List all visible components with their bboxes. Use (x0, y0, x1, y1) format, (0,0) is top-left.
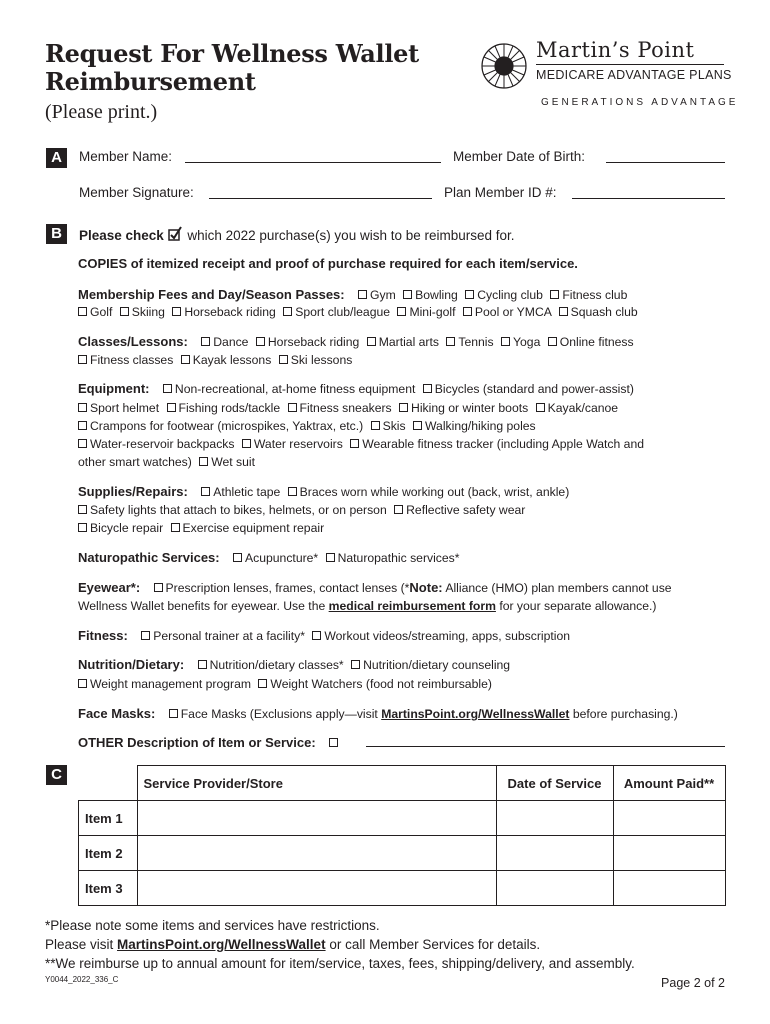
option-label: Sport helmet (90, 401, 160, 415)
other-line (78, 735, 341, 751)
option-label: Exercise equipment repair (182, 521, 325, 535)
page-subtitle: (Please print.) (45, 101, 158, 123)
checkbox[interactable] (163, 384, 172, 393)
amount-cell[interactable] (613, 801, 725, 836)
option-label: Athletic tape (213, 485, 281, 499)
checkbox[interactable] (256, 337, 265, 346)
row-label: Item 2 (79, 836, 138, 871)
option-label: Hiking or winter boots (411, 401, 529, 415)
checkbox[interactable] (358, 290, 367, 299)
checkbox[interactable] (394, 505, 403, 514)
checkbox[interactable] (279, 355, 288, 364)
other-header: OTHER Description of Item or Service: (78, 735, 316, 750)
check-instruction (79, 226, 515, 243)
membership-line-2 (78, 304, 638, 320)
checkbox[interactable] (78, 523, 87, 532)
equipment-line-3 (78, 418, 536, 434)
checkbox[interactable] (465, 290, 474, 299)
supplies-line-2 (78, 502, 525, 518)
footer-text: Please visit (45, 937, 118, 952)
copies-note: COPIES of itemized receipt and proof of purchase required for each item/service. (78, 256, 578, 271)
option-label: Nutrition/dietary classes* (209, 658, 344, 672)
option-label: Reflective safety wear (406, 503, 526, 517)
member-name-field[interactable] (185, 162, 441, 163)
checkbox[interactable] (312, 631, 321, 640)
checkbox[interactable] (329, 738, 338, 747)
date-cell[interactable] (496, 801, 613, 836)
option-label: Fitness club (562, 288, 628, 302)
martins-point-logo (478, 38, 739, 113)
eyewear-line-2 (78, 598, 657, 614)
equipment-header: Equipment: (78, 381, 150, 396)
table-header-row (79, 766, 726, 801)
row-label: Item 1 (79, 801, 138, 836)
checkbox[interactable] (78, 505, 87, 514)
classes-line-2 (78, 352, 352, 368)
option-label: Prescription lenses, frames, contact lenses (* (165, 581, 410, 595)
footer-text: or call Member Services for details. (325, 937, 541, 952)
supplies-line-1 (78, 484, 569, 500)
checkbox[interactable] (78, 355, 87, 364)
checkbox[interactable] (399, 403, 408, 412)
option-label: Bicycles (standard and power-assist) (434, 382, 634, 396)
checkbox[interactable] (120, 307, 129, 316)
footer-note-3: **We reimburse up to annual amount for item/service, taxes, fees, shipping/delivery, and assembly. (45, 956, 635, 971)
checkbox[interactable] (141, 631, 150, 640)
eyewear-note-bold: Note: (409, 580, 443, 595)
equipment-line-5 (78, 454, 255, 470)
checkbox[interactable] (288, 487, 297, 496)
amount-cell[interactable] (613, 871, 725, 906)
option-label: Braces worn while working out (back, wrist, ankle) (299, 485, 570, 499)
page-number: Page 2 of 2 (661, 976, 725, 990)
logo-tagline: GENERATIONS ADVANTAGE (541, 97, 739, 108)
checkbox[interactable] (283, 307, 292, 316)
checkbox[interactable] (199, 457, 208, 466)
checkbox[interactable] (78, 307, 87, 316)
option-label: Martial arts (378, 335, 439, 349)
option-label: Bicycle repair (90, 521, 164, 535)
option-label: Horseback riding (184, 305, 276, 319)
option-label: Yoga (513, 335, 541, 349)
option-label: Bowling (415, 288, 458, 302)
checkbox[interactable] (423, 384, 432, 393)
checkbox[interactable] (397, 307, 406, 316)
checkbox[interactable] (536, 403, 545, 412)
service-table (78, 765, 726, 906)
option-label: Acupuncture* (245, 551, 319, 565)
option-label: Mini-golf (409, 305, 456, 319)
col-date-header: Date of Service (496, 766, 613, 801)
checkbox[interactable] (78, 679, 87, 688)
masks-line (78, 706, 678, 722)
col-amount-header: Amount Paid** (613, 766, 725, 801)
equipment-line-2 (78, 400, 618, 416)
section-c-badge: C (46, 765, 67, 785)
option-label: Walking/hiking poles (425, 419, 536, 433)
option-label: Tennis (458, 335, 494, 349)
checkbox[interactable] (201, 487, 210, 496)
option-label: Personal trainer at a facility* (153, 629, 305, 643)
fitness-header: Fitness: (78, 628, 128, 643)
nutrition-header: Nutrition/Dietary: (78, 657, 185, 672)
title-line-2: Reimbursement (45, 67, 256, 96)
checkbox[interactable] (172, 307, 181, 316)
option-label: Fitness classes (90, 353, 174, 367)
checkbox[interactable] (78, 403, 87, 412)
option-label: other smart watches) (78, 455, 192, 469)
wellness-wallet-link[interactable]: MartinsPoint.org/WellnessWallet (381, 707, 570, 721)
option-label: Golf (90, 305, 113, 319)
option-label: Wet suit (211, 455, 255, 469)
checkbox[interactable] (446, 337, 455, 346)
date-cell[interactable] (496, 836, 613, 871)
option-label: Skiing (131, 305, 165, 319)
checkbox[interactable] (501, 337, 510, 346)
eyewear-header: Eyewear*: (78, 580, 141, 595)
option-label: Fitness sneakers (299, 401, 392, 415)
checkbox[interactable] (198, 660, 207, 669)
classes-header: Classes/Lessons: (78, 334, 188, 349)
option-label: Safety lights that attach to bikes, helmets, or on person (90, 503, 387, 517)
eyewear-text: for your separate allowance.) (495, 599, 657, 613)
masks-header: Face Masks: (78, 706, 156, 721)
checkbox[interactable] (403, 290, 412, 299)
eyewear-note: Alliance (HMO) plan members cannot use (442, 581, 672, 595)
option-label: Non-recreational, at-home fitness equipment (174, 382, 416, 396)
checkbox[interactable] (78, 421, 87, 430)
nutrition-line-2 (78, 676, 492, 692)
option-label: Face Masks (Exclusions apply—visit (180, 707, 382, 721)
option-label: Weight Watchers (food not reimbursable) (270, 677, 492, 691)
checkbox[interactable] (154, 583, 163, 592)
option-label: Horseback riding (267, 335, 360, 349)
checkbox[interactable] (258, 679, 267, 688)
option-label: Naturopathic services* (337, 551, 460, 565)
checkbox[interactable] (550, 290, 559, 299)
checkbox[interactable] (326, 553, 335, 562)
medical-reimbursement-form-link[interactable]: medical reimbursement form (328, 599, 496, 613)
classes-line-1 (78, 334, 634, 350)
option-label: Online fitness (559, 335, 634, 349)
option-label: Water-reservoir backpacks (90, 437, 235, 451)
eyewear-text: Wellness Wallet benefits for eyewear. Use the (78, 599, 329, 613)
option-label: Weight management program (90, 677, 252, 691)
logo-name: Martin’s Point (536, 38, 695, 62)
plan-member-id-label: Plan Member ID #: (444, 185, 557, 200)
checkbox[interactable] (559, 307, 568, 316)
option-label: Crampons for footwear (microspikes, Yaktrax, etc.) (90, 419, 364, 433)
member-dob-label: Member Date of Birth: (453, 149, 586, 164)
option-label: Dance (213, 335, 249, 349)
option-label: Ski lessons (290, 353, 353, 367)
option-label: before purchasing.) (569, 707, 678, 721)
checkbox[interactable] (201, 337, 210, 346)
equipment-line-4 (78, 436, 644, 452)
checkbox[interactable] (288, 403, 297, 412)
checkbox[interactable] (78, 439, 87, 448)
checkbox[interactable] (171, 523, 180, 532)
equipment-line-1 (78, 381, 634, 397)
option-label: Gym (370, 288, 396, 302)
table-row (79, 801, 726, 836)
option-label: Kayak/canoe (547, 401, 619, 415)
option-label: Water reservoirs (253, 437, 343, 451)
logo-subtitle: MEDICARE ADVANTAGE PLANS (536, 68, 732, 82)
checkbox[interactable] (242, 439, 251, 448)
plan-member-id-field[interactable] (572, 198, 725, 199)
row-label: Item 3 (79, 871, 138, 906)
wellness-wallet-footer-link[interactable]: MartinsPoint.org/WellnessWallet (117, 937, 326, 952)
eyewear-line-1 (78, 580, 672, 596)
checkbox[interactable] (167, 403, 176, 412)
instruction-bold: Please check (79, 228, 164, 243)
footer-note-2 (45, 937, 540, 952)
section-a-badge: A (46, 148, 67, 168)
section-b-badge: B (46, 224, 67, 244)
checkbox[interactable] (371, 421, 380, 430)
naturopathic-header: Naturopathic Services: (78, 550, 220, 565)
title-line-1: Request For Wellness Wallet (45, 39, 419, 68)
option-label: Wearable fitness tracker (including Apple Watch and (362, 437, 645, 451)
form-code: Y0044_2022_336_C (45, 975, 119, 984)
checkbox-checked-icon (168, 226, 184, 242)
checkbox[interactable] (181, 355, 190, 364)
checkbox[interactable] (413, 421, 422, 430)
provider-cell[interactable] (137, 836, 496, 871)
option-label: Fishing rods/tackle (178, 401, 281, 415)
member-dob-field[interactable] (606, 162, 725, 163)
option-label: Squash club (570, 305, 638, 319)
member-signature-label: Member Signature: (79, 185, 194, 200)
membership-header: Membership Fees and Day/Season Passes: (78, 287, 345, 302)
checkbox[interactable] (463, 307, 472, 316)
other-description-field[interactable] (366, 746, 725, 747)
date-cell[interactable] (496, 871, 613, 906)
provider-cell[interactable] (137, 801, 496, 836)
col-provider-header: Service Provider/Store (137, 766, 496, 801)
footer-note-1: *Please note some items and services have restrictions. (45, 918, 380, 933)
option-label: Skis (382, 419, 406, 433)
logo-divider (536, 64, 724, 65)
table-row (79, 871, 726, 906)
instruction-rest: which 2022 purchase(s) you wish to be reimbursed for. (187, 228, 515, 243)
option-label: Sport club/league (295, 305, 391, 319)
checkbox[interactable] (367, 337, 376, 346)
provider-cell[interactable] (137, 871, 496, 906)
checkbox[interactable] (350, 439, 359, 448)
page-title (45, 40, 465, 96)
fitness-line (78, 628, 570, 644)
option-label: Cycling club (477, 288, 543, 302)
checkbox[interactable] (351, 660, 360, 669)
membership-line-1 (78, 287, 627, 303)
supplies-header: Supplies/Repairs: (78, 484, 188, 499)
supplies-line-3 (78, 520, 324, 536)
amount-cell[interactable] (613, 836, 725, 871)
table-row (79, 836, 726, 871)
checkbox[interactable] (169, 709, 178, 718)
option-label: Pool or YMCA (474, 305, 552, 319)
member-name-label: Member Name: (79, 149, 173, 164)
option-label: Nutrition/dietary counseling (363, 658, 511, 672)
option-label: Kayak lessons (192, 353, 272, 367)
sunburst-logo-icon (478, 40, 530, 92)
option-label: Workout videos/streaming, apps, subscription (324, 629, 571, 643)
nutrition-line-1 (78, 657, 510, 673)
table-corner (79, 766, 138, 801)
checkbox[interactable] (548, 337, 557, 346)
member-signature-field[interactable] (209, 198, 432, 199)
checkbox[interactable] (233, 553, 242, 562)
naturopathic-line (78, 550, 460, 566)
